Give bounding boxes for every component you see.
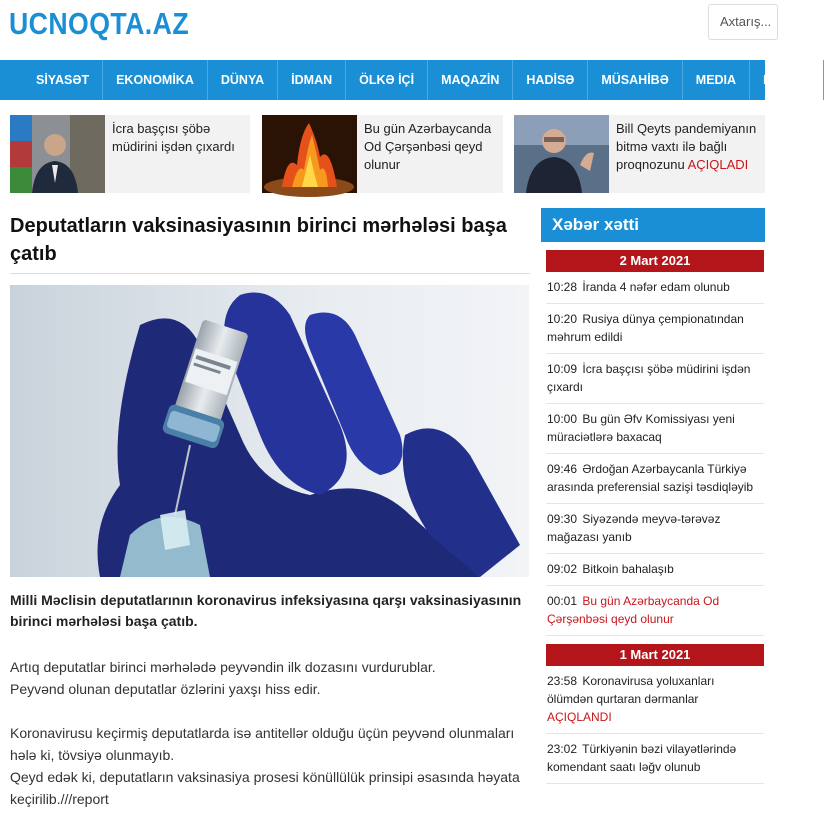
news-item[interactable] bbox=[546, 404, 764, 454]
news-highlight[interactable]: AÇIQLANDI bbox=[547, 710, 612, 724]
sidebar-title: Xəbər xətti bbox=[541, 208, 765, 242]
featured-strip bbox=[10, 115, 770, 193]
news-headline[interactable]: Koronavirusa yoluxanları ölümdən qurtaran dərmanlar bbox=[547, 674, 715, 706]
nav-item-ekonomika[interactable]: EKONOMİKA bbox=[103, 60, 208, 100]
news-time: 00:01 bbox=[547, 594, 578, 608]
news-item[interactable] bbox=[546, 354, 764, 404]
featured-text-main[interactable]: Bill Qeyts pandemiyanın bitmə vaxtı ilə bağlı proqnozunu bbox=[616, 121, 757, 172]
news-headline[interactable]: Bu gün Azərbaycanda Od Çərşənbəsi qeyd olunur bbox=[547, 594, 720, 626]
news-item[interactable] bbox=[546, 734, 764, 784]
main-nav bbox=[0, 60, 810, 100]
featured-thumbnail[interactable] bbox=[514, 115, 609, 193]
news-headline[interactable]: Rusiya dünya çempionatından məhrum edildi bbox=[547, 312, 744, 344]
news-headline[interactable]: İranda 4 nəfər edam olunub bbox=[582, 280, 730, 294]
article-paragraph: Artıq deputatlar birinci mərhələdə peyvəndin ilk dozasını vurdurublar. bbox=[10, 659, 436, 675]
news-item[interactable] bbox=[546, 454, 764, 504]
featured-card[interactable] bbox=[10, 115, 250, 193]
nav-item-hadise[interactable]: HADİSƏ bbox=[513, 60, 588, 100]
nav-item-dunya[interactable]: DÜNYA bbox=[208, 60, 278, 100]
site-logo[interactable]: UCNOQTA.AZ bbox=[9, 6, 190, 41]
news-time: 10:20 bbox=[547, 312, 578, 326]
news-item[interactable] bbox=[546, 304, 764, 354]
news-item[interactable] bbox=[546, 586, 764, 636]
news-time: 09:30 bbox=[547, 512, 578, 526]
article-paragraph: Koronavirusu keçirmiş deputatlarda isə antitellər olduğu üçün peyvənd olunmaları hələ ki, tövsiyə olunmayıb. bbox=[10, 725, 515, 763]
news-time: 10:00 bbox=[547, 412, 578, 426]
article-title: Deputatların vaksinasiyasının birinci mərhələsi başa çatıb bbox=[10, 215, 507, 265]
nav-item-musahibe[interactable]: MÜSAHİBƏ bbox=[588, 60, 682, 100]
news-item[interactable] bbox=[546, 272, 764, 304]
news-item[interactable] bbox=[546, 504, 764, 554]
featured-text[interactable]: Bu gün Azərbaycanda Od Çərşənbəsi qeyd olunur bbox=[364, 121, 492, 172]
title-divider bbox=[10, 273, 530, 274]
news-headline[interactable]: Bitkoin bahalaşıb bbox=[582, 562, 674, 576]
news-item[interactable] bbox=[546, 666, 764, 734]
nav-item-olke-ici[interactable]: ÖLKƏ İÇİ bbox=[346, 60, 428, 100]
news-headline[interactable]: Siyəzəndə meyvə-tərəvəz mağazası yanıb bbox=[547, 512, 721, 544]
featured-highlight[interactable]: AÇIQLADI bbox=[687, 157, 749, 172]
featured-card[interactable] bbox=[514, 115, 765, 193]
news-headline[interactable]: Bu gün Əfv Komissiyası yeni müraciətlərə baxacaq bbox=[547, 412, 735, 444]
featured-text[interactable] bbox=[616, 120, 759, 174]
site-header bbox=[0, 0, 772, 60]
nav-item-maqazin[interactable]: MAQAZİN bbox=[428, 60, 513, 100]
news-time: 23:02 bbox=[547, 742, 578, 756]
news-time: 10:28 bbox=[547, 280, 578, 294]
nav-item-medeniyyet[interactable]: MƏDƏN bbox=[750, 60, 824, 100]
nav-item-siyaset[interactable]: SİYASƏT bbox=[14, 60, 103, 100]
featured-thumbnail[interactable] bbox=[262, 115, 357, 193]
news-time: 09:46 bbox=[547, 462, 578, 476]
featured-thumbnail[interactable] bbox=[10, 115, 105, 193]
search-input[interactable]: Axtarış... bbox=[708, 4, 778, 40]
news-feed-sidebar bbox=[541, 208, 765, 774]
news-time: 10:09 bbox=[547, 362, 578, 376]
news-headline[interactable]: İcra başçısı şöbə müdirini işdən çıxardı bbox=[547, 362, 751, 394]
date-header: 2 Mart 2021 bbox=[546, 250, 764, 272]
news-headline[interactable]: Türkiyənin bəzi vilayətlərində komendant saatı ləğv olunub bbox=[547, 742, 737, 774]
article-paragraph: Peyvənd olunan deputatlar özlərini yaxşı hiss edir. bbox=[10, 681, 321, 697]
news-time: 23:58 bbox=[547, 674, 578, 688]
article-hero-image bbox=[10, 285, 529, 577]
article-lead: Milli Məclisin deputatlarının koronavirus infeksiyasına qarşı vaksinasiyasının birinci mərhələsi başa çatıb. bbox=[10, 592, 522, 629]
date-header: 1 Mart 2021 bbox=[546, 644, 764, 666]
news-time: 09:02 bbox=[547, 562, 578, 576]
news-item[interactable] bbox=[546, 554, 764, 586]
nav-item-media[interactable]: MEDIA bbox=[683, 60, 750, 100]
news-feed-list bbox=[546, 250, 764, 784]
featured-text[interactable]: İcra başçısı şöbə müdirini işdən çıxardı bbox=[112, 121, 235, 154]
article-paragraph: Qeyd edək ki, deputatların vaksinasiya prosesi könüllülük prinsipi əsasında həyata keçirilib.///report bbox=[10, 769, 520, 807]
featured-card[interactable] bbox=[262, 115, 503, 193]
news-headline[interactable]: Ərdoğan Azərbaycanla Türkiyə arasında preferensial sazişi təsdiqləyib bbox=[547, 462, 754, 494]
nav-item-idman[interactable]: İDMAN bbox=[278, 60, 346, 100]
